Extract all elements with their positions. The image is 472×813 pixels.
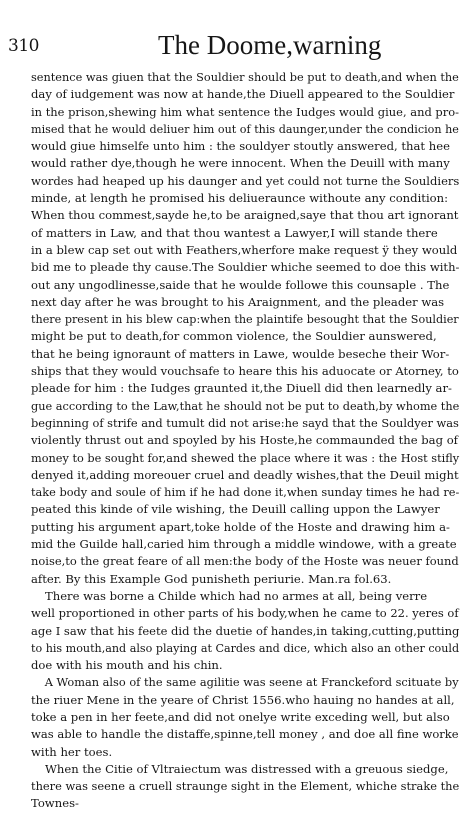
text-line: When thou commest,sayde he,to be araigned,saye that thou art ignorant — [31, 208, 459, 223]
text-line: in the prison,shewing him what sentence the Iudges would giue, and pro- — [31, 104, 460, 119]
text-line: age I saw that his feete did the duetie of handes,in taking,cutting,putting — [31, 623, 460, 638]
text-line: mid the Guilde hall,caried him through a middle windowe, with a greate — [31, 537, 457, 552]
text-line: well proportioned in other parts of his body,when he came to 22. yeres of — [31, 606, 459, 621]
text-line: there present in his blew cap:when the plaintife besought that the Souldier — [31, 312, 459, 327]
text-line: pleade for him : the Iudges graunted it,the Diuell did then learnedly ar- — [31, 381, 452, 396]
text-line: beginning of strife and tumult did not arise:he sayd that the Souldyer was — [31, 415, 459, 430]
paragraph — [31, 761, 459, 813]
text-line: day of iudgement was now at hande,the Diuell appeared to the Souldier — [31, 87, 455, 102]
text-line: minde, at length he promised his deliueraunce withoute any condition: — [31, 191, 449, 206]
text-line: out any ungodlinesse,saide that he woulde followe this counsaple . The — [31, 277, 450, 292]
text-line: ships that they would vouchsafe to heare this his aduocate or Atorney, to — [31, 364, 459, 379]
text-line: peated this kinde of vile wishing, the Deuill calling uppon the Lawyer — [31, 502, 440, 517]
text-line: wordes had heaped up his daunger and yet could not turne the Souldiers — [31, 173, 460, 188]
text-line: next day after he was brought to his Araignment, and the pleader was — [31, 294, 445, 309]
text-line: after. By this Example God punisheth periurie. Man.ra fol.63. — [31, 571, 392, 586]
text-line: noise,to the great feare of all men:the body of the Hoste was neuer found — [31, 554, 459, 569]
text-line: that he being ignoraunt of matters in Lawe, woulde beseche their Wor- — [31, 346, 450, 361]
text-line: bid me to pleade thy cause.The Souldier whiche seemed to doe this with- — [31, 260, 460, 275]
text-line: When the Citie of Vltraiectum was distressed with a greuous siedge, — [45, 761, 449, 776]
text-line: would rather dye,though he were innocent. When the Deuill with many — [31, 156, 450, 171]
text-line: denyed it,adding moreouer cruel and deadly wishes,that the Deuil might — [31, 467, 459, 482]
text-line: was able to handle the distaffe,spinne,tell money , and doe all fine worke — [31, 727, 459, 742]
text-line: putting his argument apart,toke holde of the Hoste and drawing him a- — [31, 519, 450, 534]
text-line: might be put to death,for common violence, the Souldier aunswered, — [31, 329, 437, 344]
text-line: There was borne a Childe which had no armes at all, being verre — [45, 588, 428, 603]
text-line: A Woman also of the same agilitie was seene at Franckeford scituate by — [44, 675, 459, 690]
text-line: in a blew cap set out with Feathers,wherfore make request ÿ they would — [31, 242, 458, 257]
text-line: Townes- — [31, 796, 79, 811]
text-line: mised that he would deliuer him out of this daunger,under the condicion he — [31, 121, 459, 136]
text-line: to his mouth,and also playing at Cardes and dice, which also an other could — [31, 640, 460, 655]
text-line: sentence was giuen that the Souldier should be put to death,and when the — [31, 70, 459, 84]
text-line: there was seene a cruell straunge sight in the Element, whiche strake the — [31, 779, 460, 794]
text-line: of matters in Law, and that thou wantest a Lawyer,I will stande there — [31, 225, 438, 240]
body-text — [31, 69, 459, 813]
text-line: gue according to the Law,that he should not be put to death,by whome the — [31, 398, 460, 413]
text-line: money to be sought for,and shewed the place where it was : the Host stifly — [31, 450, 460, 465]
text-line: with her toes. — [31, 744, 113, 759]
text-line: toke a pen in her feete,and did not onelye write exceding well, but also — [31, 709, 450, 724]
paragraph — [31, 588, 459, 674]
text-line: doe with his mouth and his chin. — [31, 658, 223, 673]
text-line: violently thrust out and spoyled by his Hoste,he commaunded the bag of — [31, 433, 458, 448]
paragraph — [31, 69, 459, 588]
text-line: take body and soule of him if he had done it,when sunday times he had re- — [31, 485, 460, 500]
text-line: would giue himselfe unto him : the souldyer stoutly answered, that hee — [31, 139, 450, 154]
text-line: the riuer Mene in the yeare of Christ 1556.who hauing no handes at all, — [31, 692, 455, 707]
running-head: The Doome,warning — [158, 30, 382, 60]
page-number: 310 — [8, 36, 39, 56]
paragraph — [31, 674, 459, 760]
